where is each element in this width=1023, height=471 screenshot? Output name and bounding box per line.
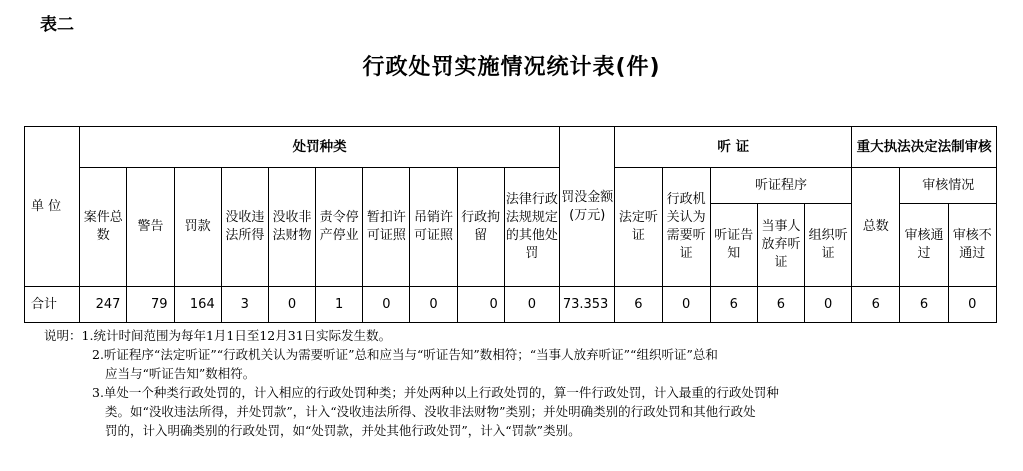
table-label: 表二 <box>40 15 74 35</box>
fine-value: 164 <box>174 287 221 323</box>
total-cases-value: 247 <box>80 287 127 323</box>
party-waive-header: 当事人放弃听证 <box>757 204 804 287</box>
note-3: 3.单处一个种类行政处罚的，计入相应的行政处罚种类；并处两种以上行政处罚的，算一件行政处罚，计入最重的行政处罚种 <box>92 385 779 400</box>
statistics-table <box>24 126 997 323</box>
organize-hearing-value: 0 <box>805 287 852 323</box>
other-penalty-header: 法律行政法规规定的其他处罚 <box>504 168 559 287</box>
hearing-procedure-header: 听证程序 <box>710 168 852 204</box>
review-total-value: 6 <box>852 287 900 323</box>
penalty-type-header: 处罚种类 <box>80 127 560 168</box>
hearing-notice-value: 6 <box>710 287 757 323</box>
total-row-label: 合计 <box>25 287 80 323</box>
suspend-license-header: 暂扣许可证照 <box>363 168 410 287</box>
revoke-license-header: 吊销许可证照 <box>410 168 457 287</box>
table-row <box>25 287 997 323</box>
party-waive-value: 6 <box>757 287 804 323</box>
hearing-notice-header: 听证告知 <box>710 204 757 287</box>
warning-header: 警告 <box>127 168 174 287</box>
agency-hearing-value: 0 <box>662 287 710 323</box>
notes-section <box>44 326 1004 440</box>
note-1-text: 1.统计时间范围为每年1月1日至12月31日实际发生数。 <box>81 328 392 343</box>
total-cases-header: 案件总数 <box>80 168 127 287</box>
legal-hearing-value: 6 <box>615 287 662 323</box>
note-2-cont: 应当与“听证告知”数相符。 <box>105 366 256 381</box>
other-penalty-value: 0 <box>504 287 559 323</box>
organize-hearing-header: 组织听证 <box>805 204 852 287</box>
warning-value: 79 <box>127 287 174 323</box>
review-header: 重大执法决定法制审核 <box>852 127 997 168</box>
fine-amount-header: 罚没金额(万元) <box>560 127 615 287</box>
detention-value: 0 <box>457 287 504 323</box>
hearing-header: 听 证 <box>615 127 852 168</box>
note-3-cont: 类。如“没收违法所得，并处罚款”，计入“没收违法所得、没收非法财物”类别；并处明确类别的行政处罚和其他行政处 <box>105 404 756 419</box>
review-total-header: 总数 <box>852 168 900 287</box>
note-2: 2.听证程序“法定听证”“行政机关认为需要听证”总和应当与“听证告知”数相符；“当事人放弃听证”“组织听证”总和 <box>92 347 718 362</box>
legal-hearing-header: 法定听证 <box>615 168 662 287</box>
review-fail-header: 审核不通过 <box>948 204 996 287</box>
note-3-cont2: 罚的，计入明确类别的行政处罚，如“处罚款，并处其他行政处罚”，计入“罚款”类别。 <box>105 423 581 438</box>
review-fail-value: 0 <box>948 287 996 323</box>
review-pass-header: 审核通过 <box>900 204 948 287</box>
page-title: 行政处罚实施情况统计表(件) <box>362 55 661 80</box>
order-suspend-header: 责令停产停业 <box>316 168 363 287</box>
note-1 <box>44 326 1004 345</box>
unit-header: 单 位 <box>25 127 80 287</box>
review-situation-header: 审核情况 <box>900 168 997 204</box>
fine-header: 罚款 <box>174 168 221 287</box>
confiscate-property-header: 没收非法财物 <box>268 168 315 287</box>
detention-header: 行政拘留 <box>457 168 504 287</box>
suspend-license-value: 0 <box>363 287 410 323</box>
notes-prefix: 说明： <box>44 328 82 343</box>
agency-hearing-header: 行政机关认为需要听证 <box>662 168 710 287</box>
order-suspend-value: 1 <box>316 287 363 323</box>
revoke-license-value: 0 <box>410 287 457 323</box>
review-pass-value: 6 <box>900 287 948 323</box>
fine-amount-value: 73.353 <box>560 287 615 323</box>
confiscate-gains-value: 3 <box>221 287 268 323</box>
confiscate-gains-header: 没收违法所得 <box>221 168 268 287</box>
confiscate-property-value: 0 <box>268 287 315 323</box>
